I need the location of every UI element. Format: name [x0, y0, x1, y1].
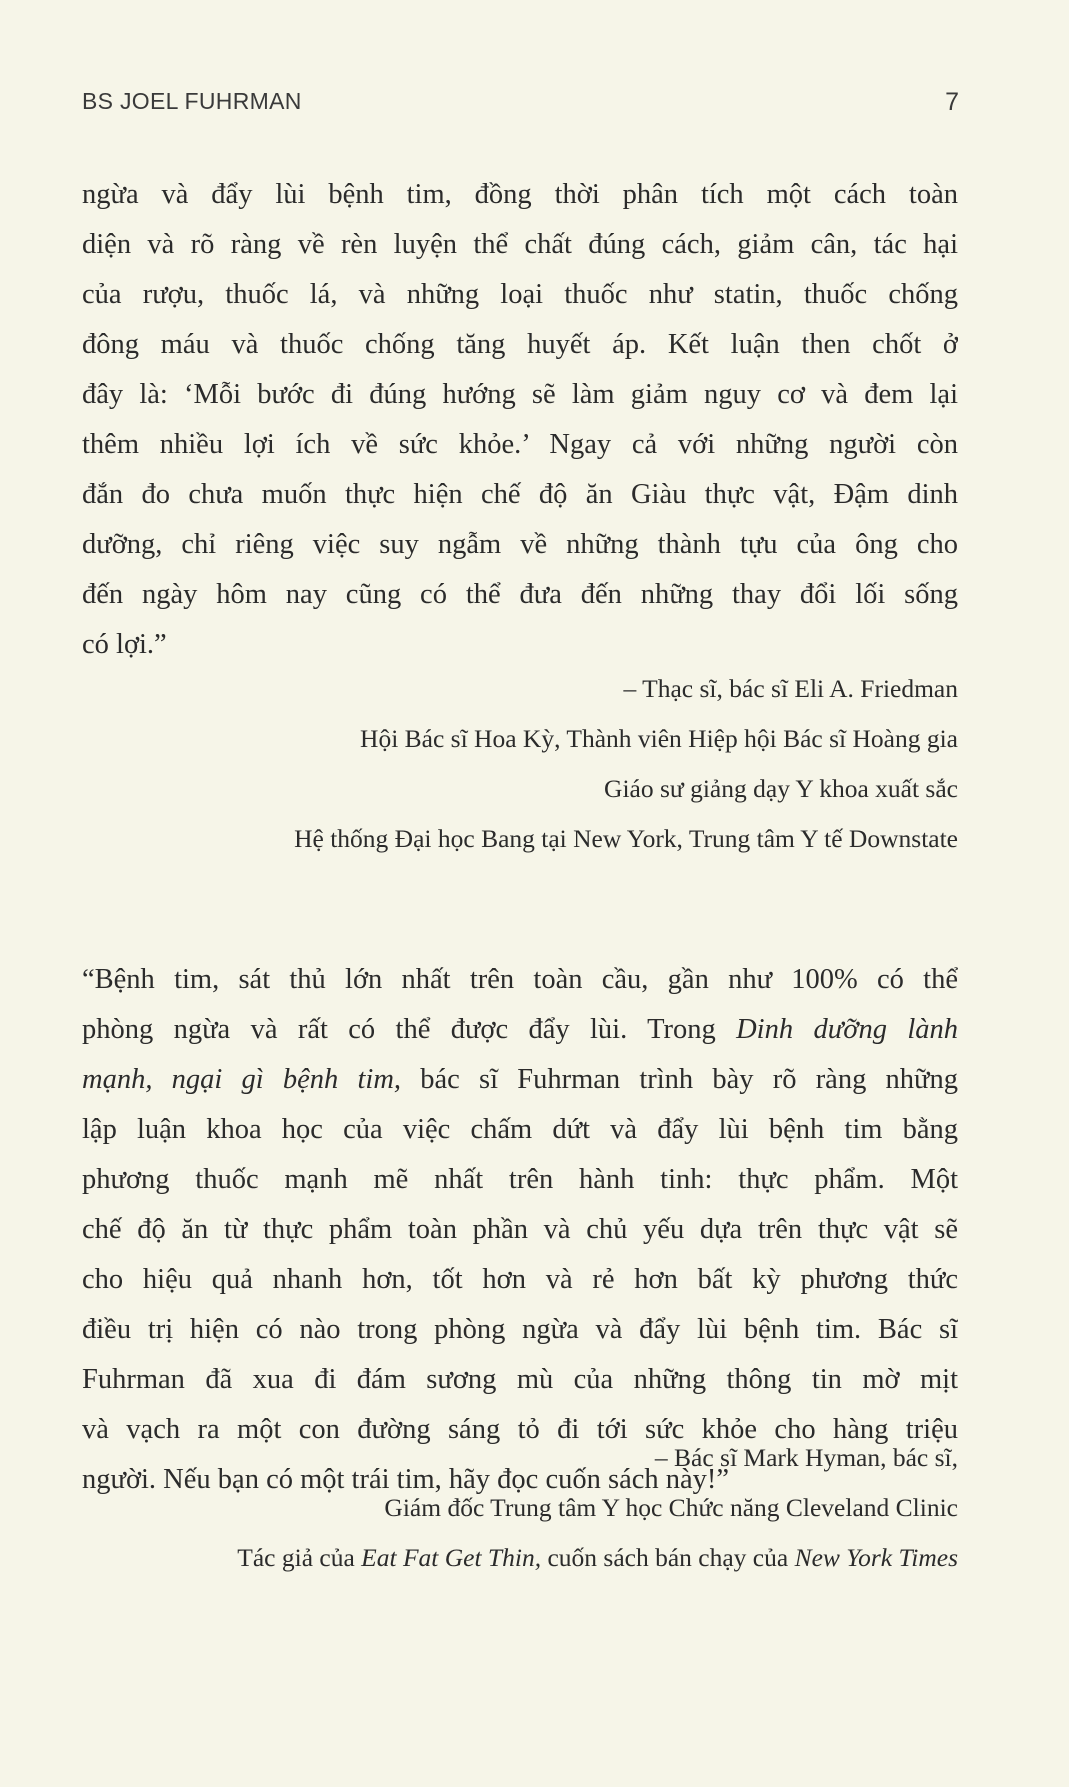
text-line — [82, 470, 958, 520]
text-segment: “Bệnh tim, sát thủ lớn nhất trên toàn cầu, gần như 100% có thể — [82, 964, 958, 995]
text-line — [82, 420, 958, 470]
text-segment: đây là: ‘Mỗi bước đi đúng hướng sẽ làm giảm nguy cơ và đem lại — [82, 379, 958, 410]
text-segment: – Bác sĩ Mark Hyman, bác sĩ, — [654, 1443, 958, 1472]
text-segment: cuốn sách bán chạy của — [541, 1543, 795, 1572]
text-segment: Fuhrman đã xua đi đám sương mù của những thông tin mờ mịt — [82, 1364, 958, 1395]
italic-title: New York Times — [794, 1543, 958, 1572]
text-line — [82, 1305, 958, 1355]
text-line — [82, 1255, 958, 1305]
attribution-line — [82, 1433, 958, 1483]
quote-hyman — [82, 955, 958, 1505]
text-line — [82, 220, 958, 270]
text-segment: Giám đốc Trung tâm Y học Chức năng Cleveland Clinic — [384, 1493, 958, 1522]
text-segment: bác sĩ Fuhrman trình bày rõ ràng những — [401, 1064, 958, 1095]
text-segment: và vạch ra một con đường sáng tỏ đi tới sức khỏe cho hàng triệu — [82, 1414, 958, 1445]
text-line — [82, 520, 958, 570]
attribution-line — [82, 1483, 958, 1533]
attribution-line: – Thạc sĩ, bác sĩ Eli A. Friedman — [623, 674, 958, 703]
attribution-line: Hội Bác sĩ Hoa Kỳ, Thành viên Hiệp hội Bác sĩ Hoàng gia — [360, 724, 958, 753]
attribution-line: Giáo sư giảng dạy Y khoa xuất sắc — [604, 774, 958, 803]
attribution-friedman — [82, 664, 958, 864]
text-segment: đến ngày hôm nay cũng có thể đưa đến những thay đổi lối sống — [82, 579, 958, 610]
text-segment: Tác giả của — [237, 1543, 362, 1572]
text-line — [82, 620, 958, 670]
text-segment: phương thuốc mạnh mẽ nhất trên hành tinh: thực phẩm. Một — [82, 1164, 958, 1195]
text-segment: diện và rõ ràng về rèn luyện thể chất đúng cách, giảm cân, tác hại — [82, 229, 958, 260]
text-segment: phòng ngừa và rất có thể được đẩy lùi. Trong — [82, 1014, 737, 1045]
text-line — [82, 370, 958, 420]
attribution-hyman — [82, 1433, 958, 1583]
text-line — [82, 270, 958, 320]
text-segment: người. Nếu bạn có một trái tim, hãy đọc cuốn sách này!” — [82, 1464, 730, 1495]
text-segment: cho hiệu quả nhanh hơn, tốt hơn và rẻ hơn bất kỳ phương thức — [82, 1264, 958, 1295]
text-line — [82, 170, 958, 220]
text-segment: điều trị hiện có nào trong phòng ngừa và đẩy lùi bệnh tim. Bác sĩ — [82, 1314, 958, 1345]
text-segment: ngừa và đẩy lùi bệnh tim, đồng thời phân tích một cách toàn — [82, 179, 958, 210]
text-line — [82, 1005, 958, 1055]
attribution-line: Hệ thống Đại học Bang tại New York, Trung tâm Y tế Downstate — [294, 824, 958, 853]
page-number: 7 — [945, 88, 959, 116]
attribution-line — [82, 1533, 958, 1583]
page-header — [82, 88, 959, 118]
text-segment: chế độ ăn từ thực phẩm toàn phần và chủ yếu dựa trên thực vật sẽ — [82, 1214, 958, 1245]
italic-title: mạnh, ngại gì bệnh tim, — [82, 1064, 402, 1095]
text-segment: thêm nhiều lợi ích về sức khỏe.’ Ngay cả với những người còn — [82, 429, 958, 460]
text-segment: dưỡng, chỉ riêng việc suy ngẫm về những thành tựu của ông cho — [82, 529, 958, 560]
text-segment: đông máu và thuốc chống tăng huyết áp. Kết luận then chốt ở — [82, 329, 958, 360]
text-line — [82, 1155, 958, 1205]
running-title: BS JOEL FUHRMAN — [82, 88, 302, 114]
text-line — [82, 955, 958, 1005]
text-line — [82, 1105, 958, 1155]
text-line — [82, 320, 958, 370]
text-segment: của rượu, thuốc lá, và những loại thuốc như statin, thuốc chống — [82, 279, 958, 310]
quote-friedman — [82, 170, 958, 670]
italic-title: Dinh dưỡng lành — [736, 1014, 958, 1045]
text-line — [82, 1205, 958, 1255]
text-line — [82, 1355, 958, 1405]
text-line — [82, 570, 958, 620]
italic-title: Eat Fat Get Thin, — [361, 1543, 542, 1572]
text-segment: đắn đo chưa muốn thực hiện chế độ ăn Giàu thực vật, Đậm dinh — [82, 479, 958, 510]
text-line — [82, 1055, 958, 1105]
text-segment: có lợi.” — [82, 629, 167, 660]
text-segment: lập luận khoa học của việc chấm dứt và đẩy lùi bệnh tim bằng — [82, 1114, 958, 1145]
